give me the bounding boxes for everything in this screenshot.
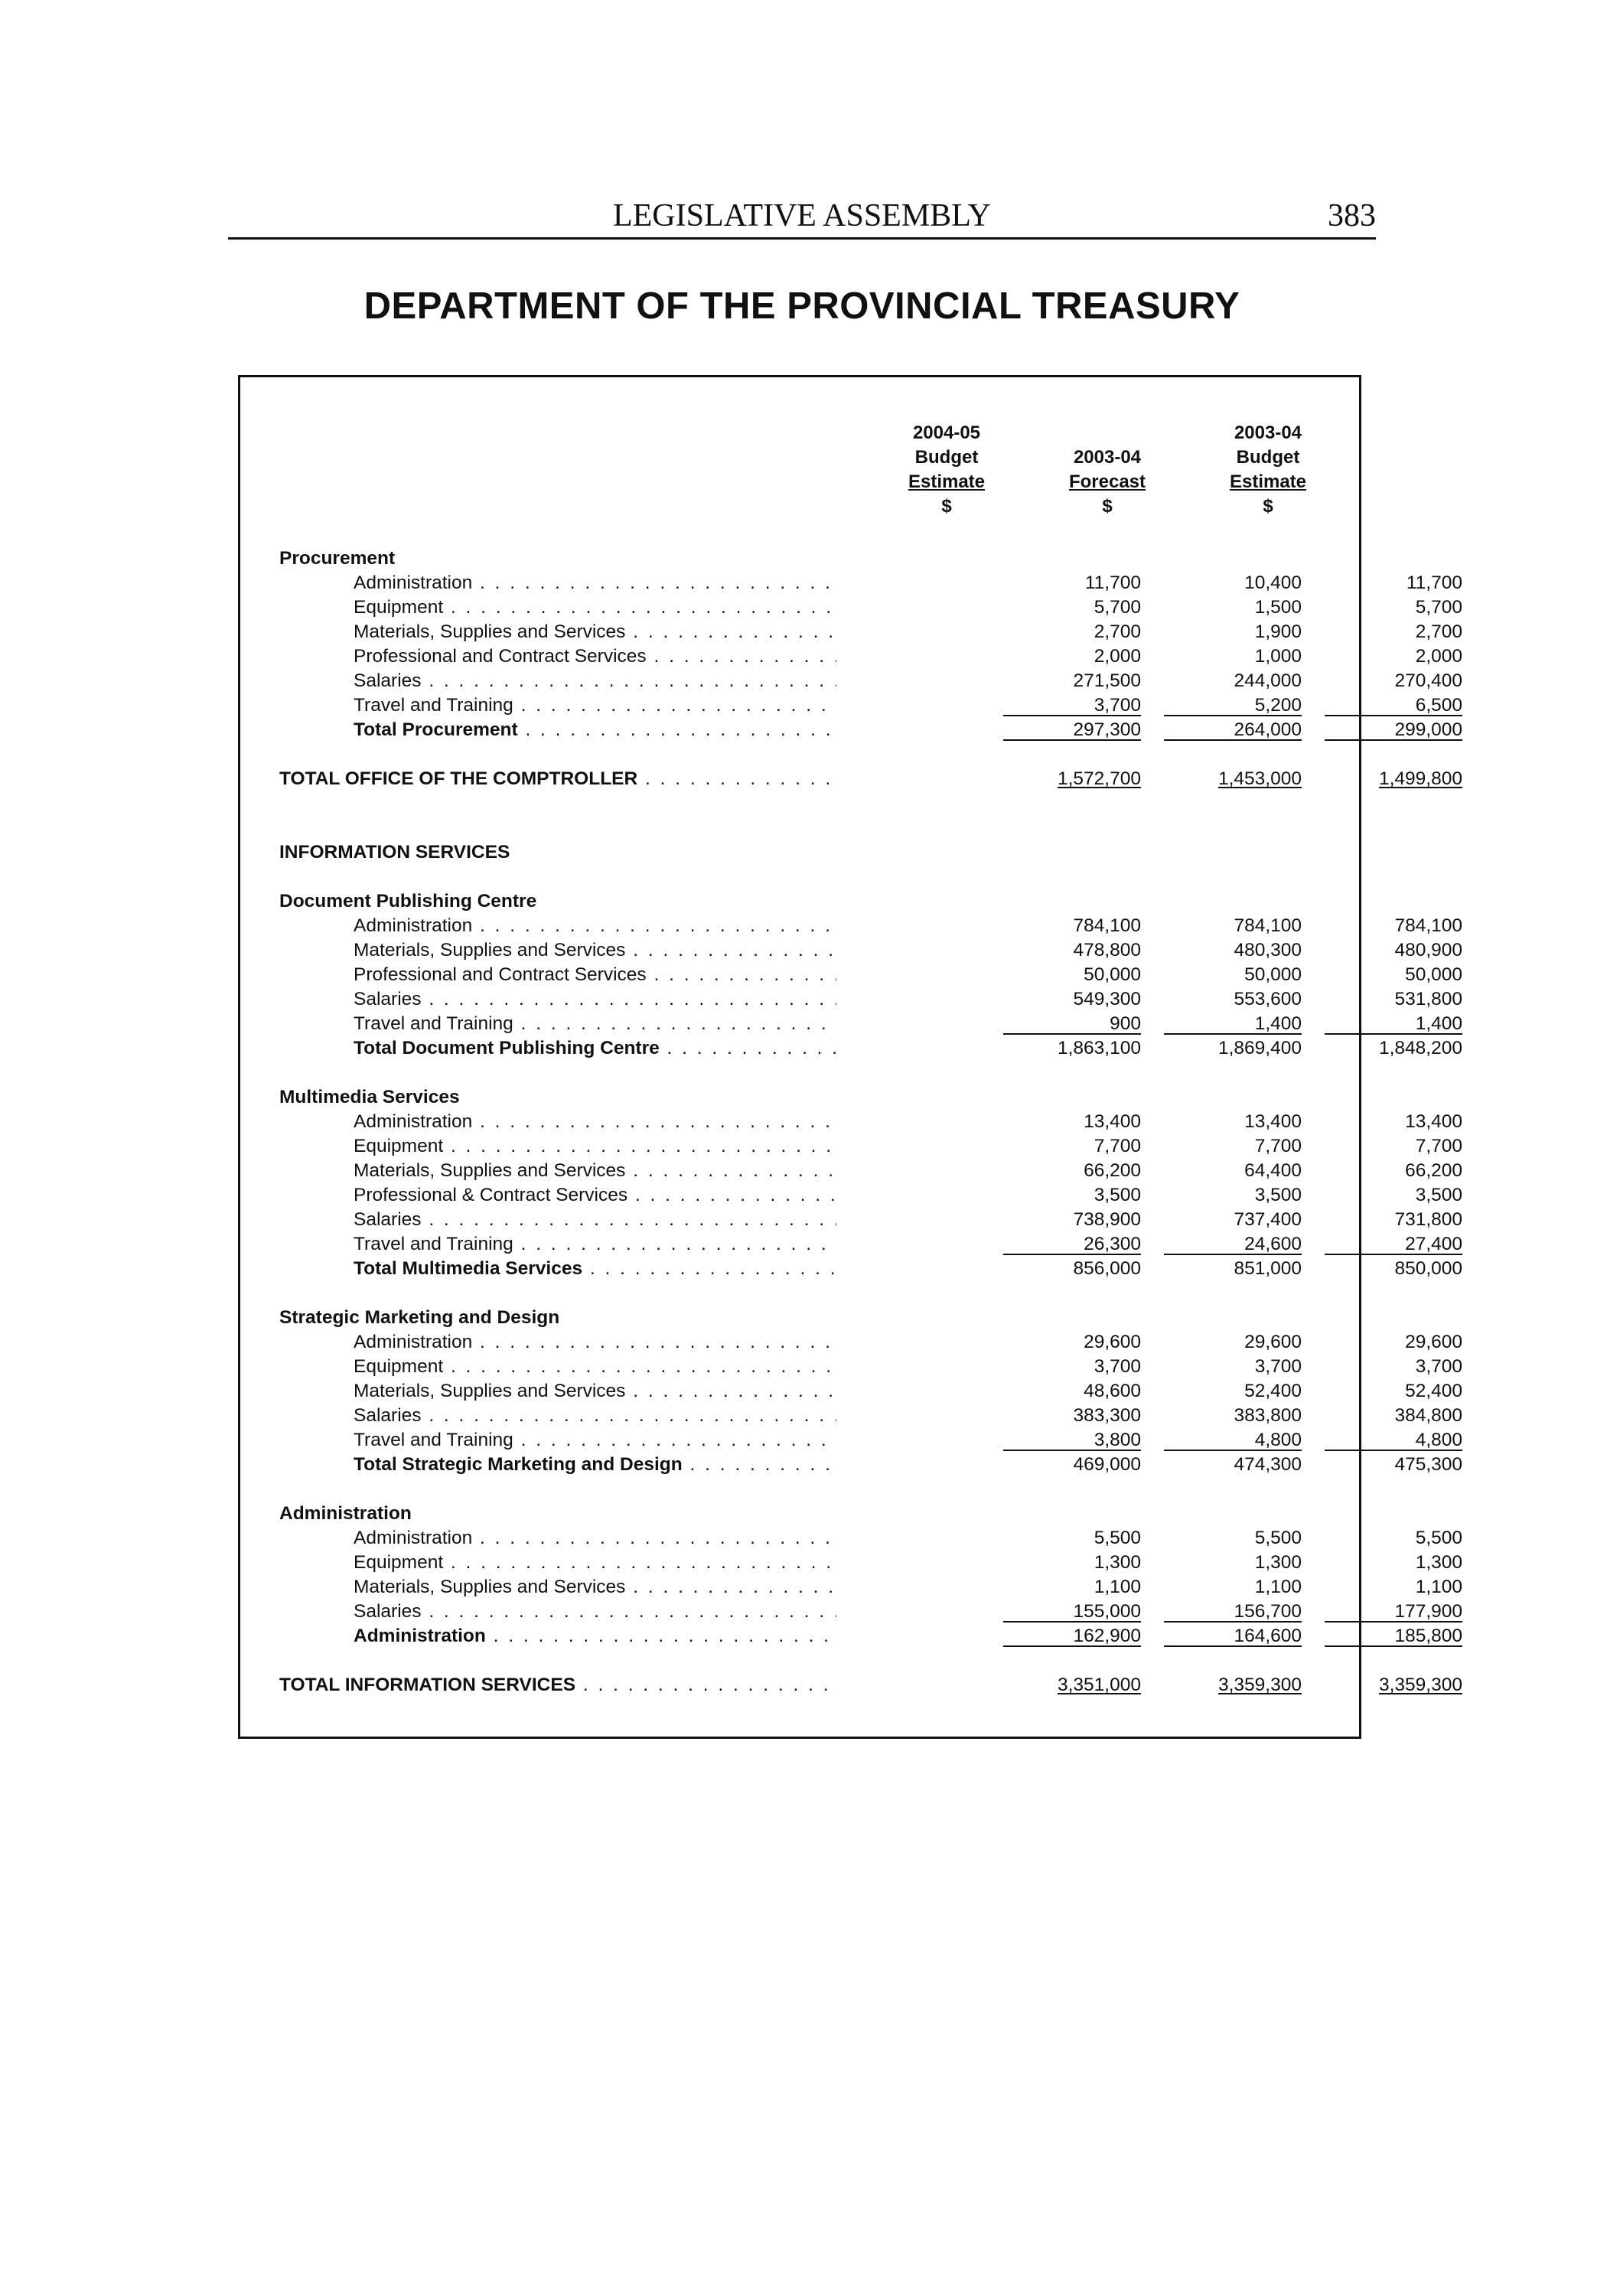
amount-cell: 738,900 (1073, 1209, 1141, 1230)
amount-cell: 11,700 (1084, 572, 1141, 593)
amount-cell: 271,500 (1073, 670, 1141, 691)
row-spacer (279, 816, 1328, 840)
column-header-line: Budget (1236, 447, 1300, 468)
amount-cell: 52,400 (1405, 1381, 1462, 1401)
table-row-grandtotal (279, 767, 1462, 791)
row-label: Strategic Marketing and Design (279, 1307, 560, 1328)
amount-cell: 784,100 (1073, 915, 1141, 936)
table-row-section (279, 1085, 1328, 1110)
amount-cell: 13,400 (1084, 1111, 1141, 1132)
amount-cell: 900 (1003, 1012, 1141, 1036)
row-label: Total Document Publishing Centre . . . (354, 1036, 836, 1061)
table-row (279, 914, 1462, 938)
column-header-2003-04-budget-estimate (1188, 421, 1348, 519)
row-label: Equipment . . . (354, 1134, 836, 1159)
amount-cell: 7,700 (1254, 1136, 1302, 1156)
row-label: Materials, Supplies and Services . . . (354, 1159, 836, 1183)
table-row (279, 987, 1462, 1012)
row-label: Materials, Supplies and Services . . . (354, 1575, 836, 1600)
row-label: Document Publishing Centre (279, 891, 537, 912)
amount-cell: 2,700 (1415, 621, 1462, 642)
amount-cell: 162,900 (1003, 1624, 1141, 1649)
amount-cell: 64,400 (1244, 1160, 1302, 1181)
table-row-subtotal (279, 1257, 1462, 1281)
row-spacer (279, 1061, 1328, 1085)
amount-cell: 50,000 (1244, 964, 1302, 985)
amount-cell: 29,600 (1405, 1332, 1462, 1352)
column-header-line: Forecast (1068, 471, 1146, 492)
amount-cell: 474,300 (1234, 1454, 1302, 1475)
running-head (228, 196, 1376, 240)
amount-cell: 1,900 (1254, 621, 1302, 642)
currency-symbol: $ (1102, 496, 1113, 517)
amount-cell: 3,359,300 (1379, 1675, 1462, 1695)
amount-cell: 5,500 (1094, 1528, 1141, 1548)
row-label: Salaries . . . (354, 669, 836, 693)
amount-cell: 3,500 (1254, 1185, 1302, 1205)
amount-cell: 383,300 (1073, 1405, 1141, 1426)
amount-cell: 244,000 (1234, 670, 1302, 691)
amount-cell: 50,000 (1084, 964, 1141, 985)
row-spacer (279, 742, 1328, 767)
amount-cell: 185,800 (1325, 1624, 1462, 1649)
amount-cell: 5,200 (1164, 693, 1302, 718)
amount-cell: 3,700 (1254, 1356, 1302, 1377)
row-label: Materials, Supplies and Services . . . (354, 620, 836, 644)
table-row (279, 1208, 1462, 1232)
amount-cell: 4,800 (1325, 1428, 1462, 1453)
row-label: Travel and Training . . . (354, 1012, 836, 1036)
amount-cell: 784,100 (1234, 915, 1302, 936)
table-row-section (279, 889, 1328, 914)
row-label: Travel and Training . . . (354, 1428, 836, 1453)
table-row-section (279, 546, 1328, 571)
amount-cell: 1,869,400 (1218, 1038, 1302, 1058)
amount-cell: 549,300 (1073, 989, 1141, 1009)
amount-cell: 480,900 (1394, 940, 1462, 960)
row-label: Salaries . . . (354, 1600, 836, 1624)
amount-cell: 731,800 (1394, 1209, 1462, 1230)
currency-symbol: $ (1263, 496, 1273, 517)
row-spacer (279, 791, 1328, 816)
table-row-grandtotal (279, 1673, 1462, 1698)
row-label: Administration . . . (354, 1526, 836, 1551)
table-row-subtotal (279, 718, 1462, 742)
table-row-subtotal (279, 1624, 1462, 1649)
row-label: Procurement (279, 548, 396, 569)
column-header-line: Estimate (908, 471, 986, 492)
table-row (279, 1159, 1462, 1183)
amount-cell: 264,000 (1164, 718, 1302, 742)
table-row (279, 1379, 1462, 1404)
row-label: Total Procurement . . . (354, 718, 836, 742)
amount-cell: 11,700 (1406, 572, 1462, 593)
amount-cell: 553,600 (1234, 989, 1302, 1009)
amount-cell: 737,400 (1234, 1209, 1302, 1230)
row-label: Administration . . . (354, 571, 836, 595)
row-label: Salaries . . . (354, 1208, 836, 1232)
amount-cell: 66,200 (1084, 1160, 1141, 1181)
table-row (279, 1183, 1462, 1208)
amount-cell: 66,200 (1405, 1160, 1462, 1181)
amount-cell: 850,000 (1394, 1258, 1462, 1279)
table-row (279, 1232, 1462, 1257)
amount-cell: 1,100 (1415, 1577, 1462, 1597)
amount-cell: 7,700 (1094, 1136, 1141, 1156)
amount-cell: 24,600 (1164, 1232, 1302, 1257)
amount-cell: 297,300 (1003, 718, 1141, 742)
amount-cell: 531,800 (1394, 989, 1462, 1009)
row-spacer (279, 1477, 1328, 1502)
amount-cell: 6,500 (1325, 693, 1462, 718)
row-spacer (279, 1281, 1328, 1306)
amount-cell: 7,700 (1415, 1136, 1462, 1156)
amount-cell: 469,000 (1073, 1454, 1141, 1475)
amount-cell: 1,499,800 (1379, 768, 1462, 789)
row-label: Travel and Training . . . (354, 1232, 836, 1257)
running-title: LEGISLATIVE ASSEMBLY (613, 198, 991, 233)
amount-cell: 50,000 (1405, 964, 1462, 985)
amount-cell: 1,400 (1325, 1012, 1462, 1036)
column-header-line: 2003-04 (1234, 422, 1302, 443)
row-label: INFORMATION SERVICES (279, 842, 510, 863)
amount-cell: 1,100 (1094, 1577, 1141, 1597)
amount-cell: 1,572,700 (1058, 768, 1141, 789)
amount-cell: 1,300 (1094, 1552, 1141, 1573)
amount-cell: 1,000 (1254, 646, 1302, 667)
amount-cell: 29,600 (1084, 1332, 1141, 1352)
table-row (279, 1330, 1462, 1355)
column-header-2004-05-budget-estimate (866, 421, 1027, 519)
row-label: Salaries . . . (354, 987, 836, 1012)
table-row (279, 1551, 1462, 1575)
amount-cell: 1,453,000 (1218, 768, 1302, 789)
row-label: Administration . . . (354, 1110, 836, 1134)
row-label: TOTAL INFORMATION SERVICES . . . (279, 1673, 836, 1698)
row-label: Administration (279, 1503, 412, 1524)
column-header-line: 2004-05 (912, 422, 981, 443)
amount-cell: 1,300 (1254, 1552, 1302, 1573)
table-row-section (279, 1306, 1328, 1330)
amount-cell: 13,400 (1244, 1111, 1302, 1132)
amount-cell: 784,100 (1394, 915, 1462, 936)
table-row (279, 938, 1462, 963)
table-row (279, 571, 1462, 595)
currency-symbol: $ (941, 496, 952, 517)
column-header-line (1027, 421, 1188, 445)
amount-cell: 2,000 (1415, 646, 1462, 667)
table-row (279, 1404, 1462, 1428)
table-row-subtotal (279, 1453, 1462, 1477)
table-row (279, 693, 1462, 718)
row-label: Administration . . . (354, 1624, 836, 1649)
row-label: Equipment . . . (354, 1551, 836, 1575)
amount-cell: 177,900 (1325, 1600, 1462, 1624)
row-label: Administration . . . (354, 1330, 836, 1355)
table-row-heading (279, 840, 1328, 865)
amount-cell: 48,600 (1084, 1381, 1141, 1401)
row-spacer (279, 865, 1328, 889)
amount-cell: 5,500 (1254, 1528, 1302, 1548)
table-row (279, 1600, 1462, 1624)
amount-cell: 2,000 (1094, 646, 1141, 667)
amount-cell: 52,400 (1244, 1381, 1302, 1401)
amount-cell: 270,400 (1394, 670, 1462, 691)
amount-cell: 164,600 (1164, 1624, 1302, 1649)
amount-cell: 10,400 (1244, 572, 1302, 593)
row-spacer (279, 1649, 1328, 1673)
amount-cell: 851,000 (1234, 1258, 1302, 1279)
table-row (279, 644, 1462, 669)
amount-cell: 3,700 (1415, 1356, 1462, 1377)
row-label: Professional & Contract Services . . . (354, 1183, 836, 1208)
row-label: Professional and Contract Services . . . (354, 963, 836, 987)
amount-cell: 155,000 (1003, 1600, 1141, 1624)
amount-cell: 3,700 (1094, 1356, 1141, 1377)
table-row (279, 1575, 1462, 1600)
amount-cell: 3,500 (1415, 1185, 1462, 1205)
amount-cell: 26,300 (1003, 1232, 1141, 1257)
page-number: 383 (1328, 198, 1376, 233)
amount-cell: 2,700 (1094, 621, 1141, 642)
row-label: TOTAL OFFICE OF THE COMPTROLLER . . . (279, 767, 836, 791)
amount-cell: 13,400 (1405, 1111, 1462, 1132)
amount-cell: 383,800 (1234, 1405, 1302, 1426)
amount-cell: 156,700 (1164, 1600, 1302, 1624)
column-header-line: 2003-04 (1073, 447, 1142, 468)
table-row (279, 1355, 1462, 1379)
amount-cell: 3,700 (1003, 693, 1141, 718)
row-label: Total Strategic Marketing and Design . . . (354, 1453, 836, 1477)
row-label: Administration . . . (354, 914, 836, 938)
table-row (279, 595, 1462, 620)
amount-cell: 4,800 (1164, 1428, 1302, 1453)
row-label: Equipment . . . (354, 1355, 836, 1379)
table-row (279, 1012, 1462, 1036)
row-label: Travel and Training . . . (354, 693, 836, 718)
amount-cell: 480,300 (1234, 940, 1302, 960)
amount-cell: 475,300 (1394, 1454, 1462, 1475)
table-row (279, 1110, 1462, 1134)
amount-cell: 1,100 (1254, 1577, 1302, 1597)
column-header-line: Estimate (1229, 471, 1307, 492)
row-label: Equipment . . . (354, 595, 836, 620)
amount-cell: 5,500 (1415, 1528, 1462, 1548)
amount-cell: 478,800 (1073, 940, 1141, 960)
amount-cell: 1,500 (1254, 597, 1302, 618)
amount-cell: 299,000 (1325, 718, 1462, 742)
column-header-line: Budget (914, 447, 979, 468)
amount-cell: 3,800 (1003, 1428, 1141, 1453)
amount-cell: 3,351,000 (1058, 1675, 1141, 1695)
amount-cell: 3,359,300 (1218, 1675, 1302, 1695)
row-label: Total Multimedia Services . . . (354, 1257, 836, 1281)
table-row (279, 963, 1462, 987)
amount-cell: 1,848,200 (1379, 1038, 1462, 1058)
amount-cell: 3,500 (1094, 1185, 1141, 1205)
row-label: Professional and Contract Services . . . (354, 644, 836, 669)
amount-cell: 1,863,100 (1058, 1038, 1141, 1058)
amount-cell: 384,800 (1394, 1405, 1462, 1426)
amount-cell: 5,700 (1094, 597, 1141, 618)
department-title: DEPARTMENT OF THE PROVINCIAL TREASURY (363, 285, 1240, 327)
table-row (279, 620, 1462, 644)
table-row (279, 1526, 1462, 1551)
amount-cell: 1,400 (1164, 1012, 1302, 1036)
column-header-2003-04-forecast (1027, 421, 1188, 519)
table-row (279, 669, 1462, 693)
row-label: Materials, Supplies and Services . . . (354, 938, 836, 963)
amount-cell: 856,000 (1073, 1258, 1141, 1279)
estimates-table (279, 546, 1462, 1698)
table-row-section (279, 1502, 1328, 1526)
table-row-subtotal (279, 1036, 1462, 1061)
table-row (279, 1428, 1462, 1453)
amount-cell: 27,400 (1325, 1232, 1462, 1257)
amount-cell: 5,700 (1415, 597, 1462, 618)
amount-cell: 29,600 (1244, 1332, 1302, 1352)
row-label: Salaries . . . (354, 1404, 836, 1428)
amount-cell: 1,300 (1415, 1552, 1462, 1573)
row-label: Multimedia Services (279, 1087, 460, 1107)
table-row (279, 1134, 1462, 1159)
row-label: Materials, Supplies and Services . . . (354, 1379, 836, 1404)
